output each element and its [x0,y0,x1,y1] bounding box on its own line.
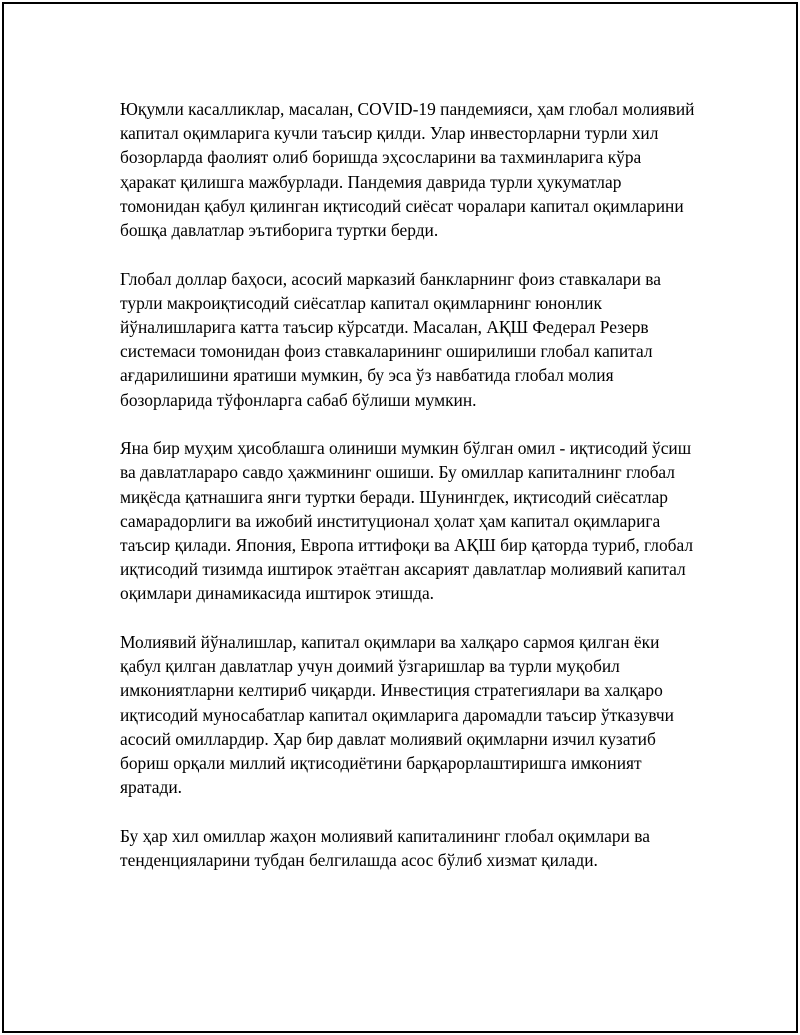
paragraph-1: Юқумли касалликлар, масалан, COVID-19 пандемияси, ҳам глобал молиявий капитал оқимларига кучли таъсир қилди. Улар инвесторларни турли хил бозорларда фаолият олиб боришда эҳсосларини ва тахминларига кўра ҳаракат қилишга мажбурлади. Пандемия даврида турли ҳукуматлар томонидан қабул қилинган иқтисодий сиёсат чоралари капитал оқимларини бошқа давлатлар эътиборига туртки берди. [120,99,695,241]
paragraph-3: Яна бир муҳим ҳисоблашга олиниши мумкин бўлган омил - иқтисодий ўсиш ва давлатлараро савдо ҳажмининг ошиши. Бу омиллар капиталнинг глобал миқёсда қатнашига янги туртки беради. Шунингдек, иқтисодий сиёсатлар самарадорлиги ва ижобий институционал ҳолат ҳам капитал оқимларига таъсир қилади. Япония, Европа иттифоқи ва АҚШ бир қаторда туриб, глобал иқтисодий тизимда иштирок этаётган аксарият давлатлар молиявий капитал оқимлари динамикасида иштирок этишда. [120,438,694,604]
document-body [120,97,700,897]
paragraph-5: Бу ҳар хил омиллар жаҳон молиявий капиталининг глобал оқимлари ва тенденцияларини тубдан белгилашда асос бўлиб хизмат қилади. [120,825,650,871]
paragraph-4: Молиявий йўналишлар, капитал оқимлари ва халқаро сармоя қилган ёки қабул қилган давлатлар учун доимий ўзгаришлар ва турли муқобил имкониятларни келтириб чиқарди. Инвестиция стратегиялари ва халқаро иқтисодий муносабатлар капитал оқимларига даромадли таъсир ўтказувчи асосий омиллардир. Ҳар бир давлат молиявий оқимларни изчил кузатиб бориш орқали миллий иқтисодиётини барқарорлаштиришга имконият яратади. [120,632,674,798]
paragraph-2: Глобал доллар баҳоси, асосий марказий банкларнинг фоиз ставкалари ва турли макроиқтисодий сиёсатлар капитал оқимларнинг юнонлик йўналишларига катта таъсир кўрсатди. Масалан, АҚШ Федерал Резерв системаси томонидан фоиз ставкаларининг оширилиши глобал капитал ағдарилишини яратиши мумкин, бу эса ўз навбатида глобал молия бозорларида тўфонларга сабаб бўлиши мумкин. [120,268,661,410]
page-frame [2,2,798,1033]
